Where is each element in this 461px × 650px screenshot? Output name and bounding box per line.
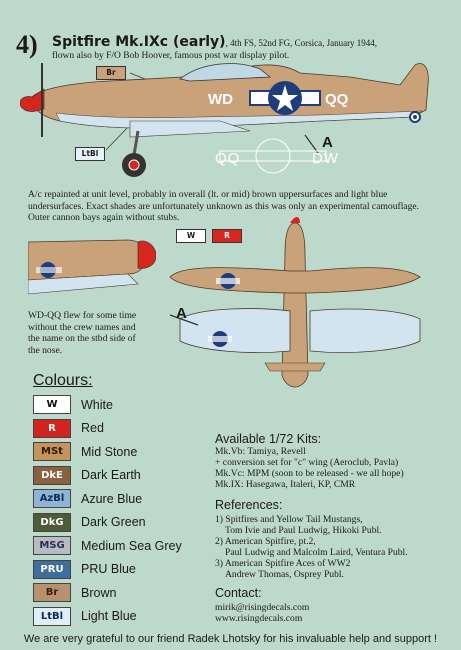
- colour-swatch-name: Dark Earth: [81, 468, 141, 483]
- colour-swatch-name: Mid Stone: [81, 444, 138, 459]
- label-red: R: [212, 229, 242, 243]
- label-white: W: [176, 229, 206, 243]
- colour-swatch-name: Azure Blue: [81, 491, 143, 506]
- colour-swatch-name: Medium Sea Grey: [81, 538, 182, 553]
- contact-website[interactable]: www.risingdecals.com: [215, 613, 303, 624]
- colour-swatch-code: W: [33, 395, 71, 414]
- colour-swatch-row: [33, 417, 182, 441]
- colour-swatch-row: [33, 534, 182, 558]
- profile-subtitle: flown also by F/O Bob Hoover, famous post war display pilot.: [52, 51, 290, 61]
- colour-swatch-name: PRU Blue: [81, 562, 136, 577]
- variant-note: WD-QQ flew for some time without the crew names and the name on the stbd side of the nose.: [28, 310, 137, 356]
- pointer-letter-a-top: A: [322, 134, 333, 151]
- colour-swatch-row: [33, 558, 182, 582]
- reference-line: Andrew Thomas, Osprey Publ.: [225, 569, 344, 580]
- colour-swatch-row: [33, 440, 182, 464]
- colour-swatch-code: LtBl: [33, 607, 71, 626]
- label-light-blue: LtBl: [75, 147, 105, 161]
- references: [215, 500, 450, 580]
- decal-code-left: QQ: [215, 150, 241, 167]
- reference-line: Paul Ludwig and Malcolm Laird, Ventura Publ.: [225, 547, 408, 558]
- profile-number: 4): [16, 30, 38, 59]
- colour-swatch-code: DkE: [33, 466, 71, 485]
- colour-swatch-row: [33, 605, 182, 629]
- references-heading: References:: [215, 498, 283, 512]
- kits-heading: Available 1/72 Kits:: [215, 432, 322, 446]
- colour-swatch-code: AzBl: [33, 489, 71, 508]
- colour-swatch-name: Red: [81, 421, 104, 436]
- kit-line: + conversion set for "c" wing (Aeroclub, Pavla): [215, 457, 399, 468]
- contact-block: [215, 588, 309, 625]
- colours-heading: Colours:: [33, 372, 93, 389]
- colour-swatch-row: [33, 511, 182, 535]
- thanks-footer: We are very grateful to our friend Radek Lhotsky for his invaluable help and support !: [23, 633, 438, 645]
- colour-swatch-name: White: [81, 397, 113, 412]
- unit-info: , 4th FS, 52nd FG, Corsica, January 1944,: [225, 38, 378, 48]
- colour-swatch-name: Dark Green: [81, 515, 146, 530]
- kit-line: Mk.Vc: MPM (soon to be released - we all hope): [215, 468, 404, 479]
- colour-swatch-code: MSt: [33, 442, 71, 461]
- contact-email[interactable]: mirik@risingdecals.com: [215, 601, 310, 613]
- contact-heading: Contact:: [215, 586, 262, 600]
- reference-line: 2) American Spitfire, pt.2,: [215, 536, 316, 547]
- colour-swatch-code: MSG: [33, 536, 71, 555]
- available-kits: [215, 434, 450, 490]
- kit-line: Mk.Vb: Tamiya, Revell: [215, 446, 306, 457]
- reference-line: 1) Spitfires and Yellow Tail Mustangs,: [215, 514, 363, 525]
- aircraft-name: Spitfire Mk.IXc (early): [52, 34, 226, 50]
- colour-swatch-code: DkG: [33, 513, 71, 532]
- colour-swatch-row: [33, 487, 182, 511]
- colour-swatch-code: R: [33, 419, 71, 438]
- colour-swatch-row: [33, 581, 182, 605]
- fuselage-code-left: WD: [208, 91, 233, 108]
- colour-swatch-list: [33, 393, 182, 628]
- colour-swatch-name: Brown: [81, 585, 117, 600]
- colour-swatch-row: [33, 393, 182, 417]
- decal-code-right: DW: [312, 150, 339, 167]
- colour-swatch-name: Light Blue: [81, 609, 137, 624]
- plan-view-illustration: [150, 215, 450, 390]
- colour-swatch-code: Br: [33, 583, 71, 602]
- fuselage-code-right: QQ: [325, 91, 349, 108]
- nose-detail-illustration: [28, 232, 156, 298]
- reference-line: 3) American Spitfire Aces of WW2: [215, 558, 351, 569]
- pointer-letter-a-plan: A: [176, 305, 187, 322]
- kit-line: Mk.IX: Hasegawa, Italeri, KP, CMR: [215, 479, 356, 490]
- colour-swatch-row: [33, 464, 182, 488]
- label-brown: Br: [96, 66, 126, 80]
- aircraft-description: A/c repainted at unit level, probably in overall (lt. or mid) brown uppersurfaces and light blue undersurfaces. Exact shades are unfortunately unknown as this was only an experimental camouflage. Outer cannon bays again without stubs.: [28, 189, 420, 223]
- colour-swatch-code: PRU: [33, 560, 71, 579]
- reference-line: Tom Ivie and Paul Ludwig, Hikoki Publ.: [225, 525, 382, 536]
- profile-title: [52, 34, 377, 50]
